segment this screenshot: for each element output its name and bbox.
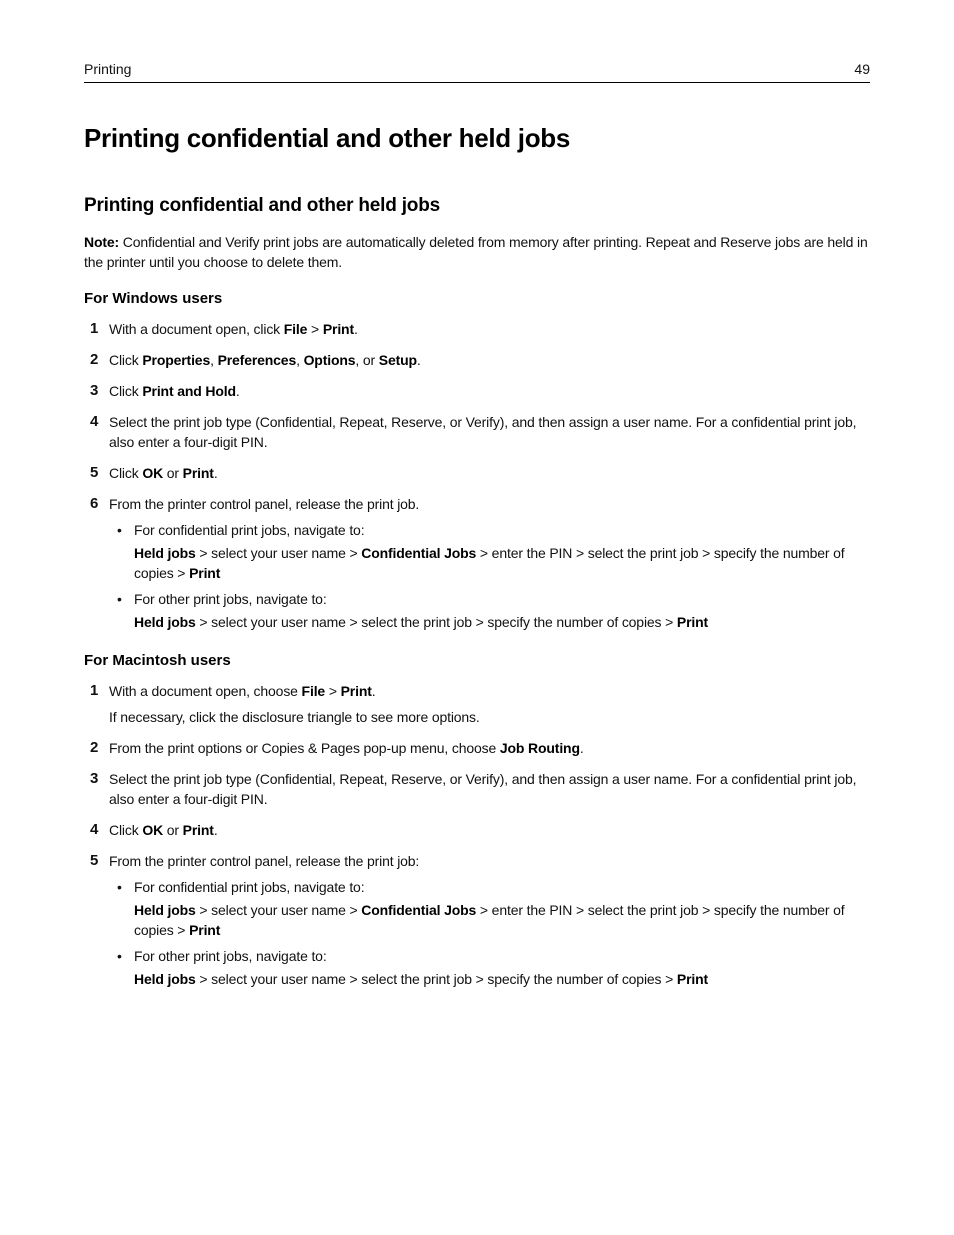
step-text: From the print options or Copies & Pages pop-up menu, choose xyxy=(109,740,500,756)
menu-term: Print and Hold xyxy=(142,383,236,399)
step-subtext: If necessary, click the disclosure triangle to see more options. xyxy=(109,709,480,725)
step-text: . xyxy=(579,740,584,756)
running-header xyxy=(84,60,870,83)
mac-step-3 xyxy=(84,769,870,809)
mac-steps xyxy=(84,681,870,989)
step-text: > xyxy=(325,683,341,699)
menu-term: OK xyxy=(142,822,164,838)
menu-term: Print xyxy=(182,822,214,838)
bullet-item xyxy=(109,520,870,583)
step-text: Select the print job type (Confidential, Repeat, Reserve, or Verify), and then assign a user name. For a confidential print job, also enter a four-digit PIN. xyxy=(109,414,857,450)
windows-heading: For Windows users xyxy=(84,290,223,307)
navigation-path xyxy=(134,612,870,632)
bullet-text: For other print jobs, navigate to: xyxy=(134,591,327,607)
mac-section xyxy=(84,652,870,1000)
bullet-icon: • xyxy=(117,948,122,964)
bullet-item xyxy=(109,877,870,940)
bullet-item xyxy=(109,946,870,989)
menu-term: Print xyxy=(182,465,214,481)
mac-step-5 xyxy=(84,851,870,989)
step-text: . xyxy=(213,465,218,481)
bullet-icon: • xyxy=(117,879,122,895)
header-title: Printing xyxy=(84,61,132,77)
step-text: . xyxy=(416,352,421,368)
menu-term: Confidential Jobs xyxy=(361,902,477,918)
path-text: > select your user name > xyxy=(195,902,362,918)
step-number: 4 xyxy=(90,413,99,430)
path-text: > enter the PIN > select the print job > specify the number of copies > xyxy=(134,545,845,581)
menu-term: File xyxy=(283,321,308,337)
path-text: > select your user name > select the print job > specify the number of copies > xyxy=(195,614,677,630)
step-number: 1 xyxy=(90,320,99,337)
bullet-icon: • xyxy=(117,591,122,607)
menu-term: Job Routing xyxy=(499,740,580,756)
windows-step-2 xyxy=(84,350,870,370)
menu-term: Print xyxy=(189,565,221,581)
step-number: 3 xyxy=(90,382,99,399)
mac-step-4 xyxy=(84,820,870,840)
windows-step-3 xyxy=(84,381,870,401)
windows-steps xyxy=(84,319,870,632)
windows-step-6 xyxy=(84,494,870,632)
step-text: . xyxy=(353,321,358,337)
menu-term: Preferences xyxy=(217,352,297,368)
windows-step-1 xyxy=(84,319,870,339)
menu-term: Print xyxy=(340,683,372,699)
note-text: Confidential and Verify print jobs are automatically deleted from memory after printing. Repeat and Reserve jobs are held in the printer until you choose to delete them. xyxy=(84,234,868,270)
page-number: 49 xyxy=(854,61,870,77)
menu-term: Print xyxy=(676,614,709,630)
step-text: . xyxy=(371,683,376,699)
step-number: 5 xyxy=(90,464,99,481)
mac-step-2 xyxy=(84,738,870,758)
step-text: From the printer control panel, release the print job. xyxy=(109,496,420,512)
menu-term: Print xyxy=(322,321,354,337)
windows-step-5 xyxy=(84,463,870,483)
step-number: 5 xyxy=(90,852,99,869)
bullet-list xyxy=(109,520,870,632)
bullet-item xyxy=(109,589,870,632)
step-text: or xyxy=(163,822,183,838)
menu-term: Properties xyxy=(142,352,211,368)
step-text: , or xyxy=(355,352,379,368)
mac-step-1 xyxy=(84,681,870,727)
step-text: Click xyxy=(109,822,143,838)
step-text: Select the print job type (Confidential, Repeat, Reserve, or Verify), and then assign a user name. For a confidential print job, also enter a four-digit PIN. xyxy=(109,771,857,807)
menu-term: Print xyxy=(189,922,221,938)
windows-step-4 xyxy=(84,412,870,452)
navigation-path xyxy=(134,900,870,940)
windows-section xyxy=(84,290,870,643)
menu-term: Held jobs xyxy=(134,971,196,987)
step-text: With a document open, click xyxy=(109,321,284,337)
menu-term: Held jobs xyxy=(134,614,196,630)
navigation-path xyxy=(134,543,870,583)
step-text: Click xyxy=(109,352,143,368)
step-text: or xyxy=(163,465,183,481)
menu-term: Options xyxy=(303,352,356,368)
step-text: , xyxy=(296,352,304,368)
section-title: Printing confidential and other held jobs xyxy=(84,195,440,216)
menu-term: File xyxy=(301,683,326,699)
mac-heading: For Macintosh users xyxy=(84,652,231,669)
menu-term: Setup xyxy=(378,352,417,368)
note-label: Note: xyxy=(84,234,120,250)
menu-term: Print xyxy=(676,971,709,987)
bullet-text: For other print jobs, navigate to: xyxy=(134,948,327,964)
step-text: Click xyxy=(109,465,143,481)
path-text: > select your user name > select the print job > specify the number of copies > xyxy=(195,971,677,987)
step-text: Click xyxy=(109,383,143,399)
step-text: , xyxy=(210,352,218,368)
note-paragraph xyxy=(84,232,870,272)
menu-term: Confidential Jobs xyxy=(361,545,477,561)
bullet-icon: • xyxy=(117,522,122,538)
step-text: . xyxy=(213,822,218,838)
bullet-text: For confidential print jobs, navigate to: xyxy=(134,522,365,538)
step-text: From the printer control panel, release the print job: xyxy=(109,853,420,869)
menu-term: OK xyxy=(142,465,164,481)
bullet-list xyxy=(109,877,870,989)
step-number: 1 xyxy=(90,682,99,699)
step-number: 2 xyxy=(90,351,99,368)
page-title: Printing confidential and other held jobs xyxy=(84,123,571,153)
step-number: 3 xyxy=(90,770,99,787)
step-number: 4 xyxy=(90,821,99,838)
bullet-text: For confidential print jobs, navigate to: xyxy=(134,879,365,895)
path-text: > enter the PIN > select the print job > specify the number of copies > xyxy=(134,902,845,938)
step-number: 6 xyxy=(90,495,99,512)
step-number: 2 xyxy=(90,739,99,756)
menu-term: Held jobs xyxy=(134,902,196,918)
step-text: > xyxy=(307,321,323,337)
step-text: . xyxy=(235,383,240,399)
menu-term: Held jobs xyxy=(134,545,196,561)
path-text: > select your user name > xyxy=(195,545,362,561)
step-text: With a document open, choose xyxy=(109,683,302,699)
navigation-path xyxy=(134,969,870,989)
